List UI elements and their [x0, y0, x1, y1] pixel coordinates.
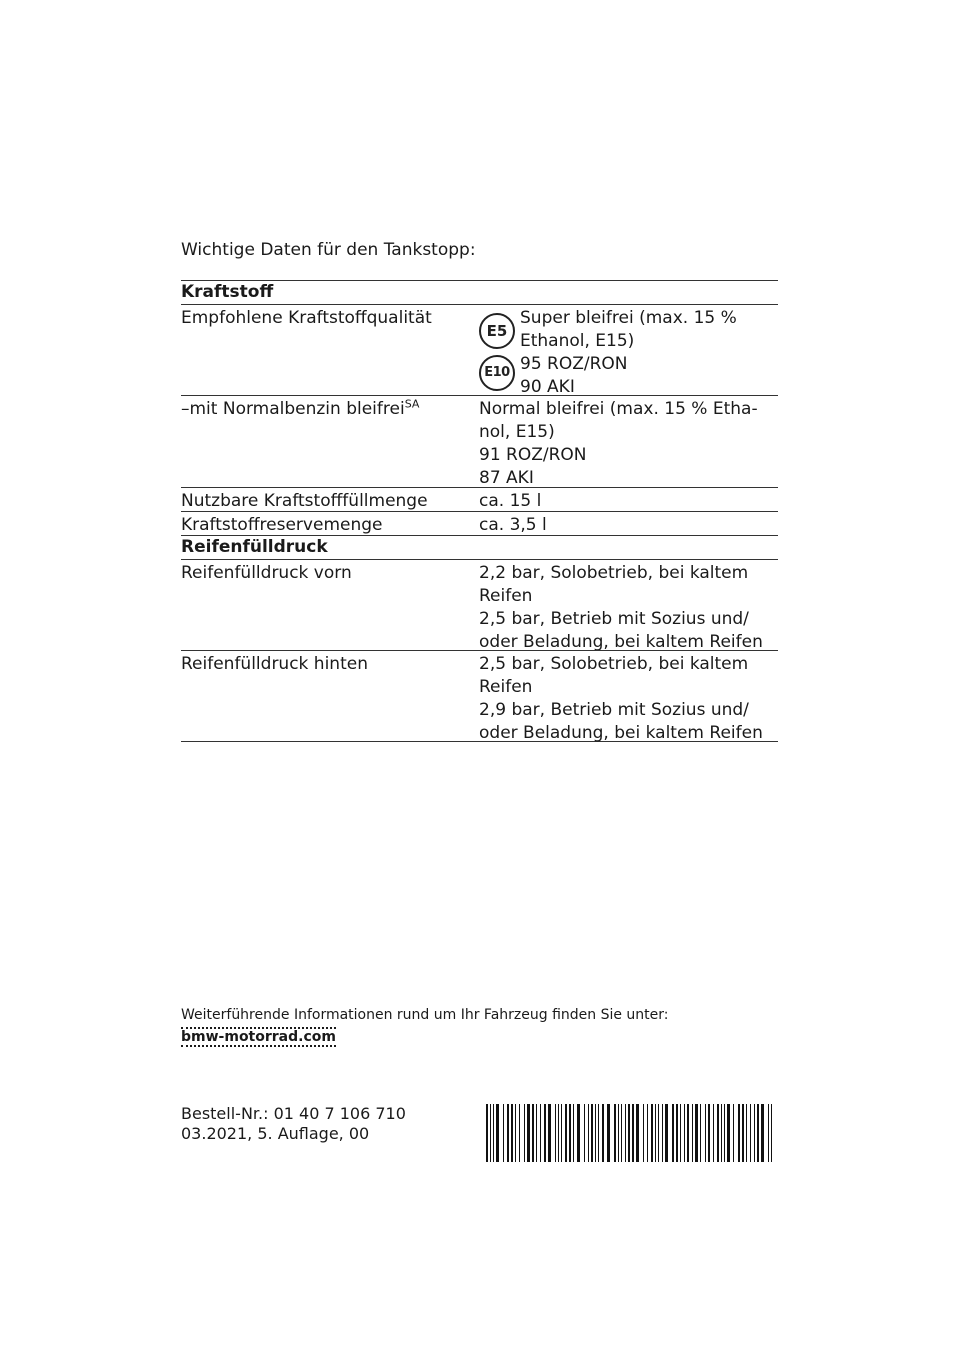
- row-value: [479, 398, 774, 490]
- order-info: [181, 1104, 406, 1144]
- barcode-bar: [625, 1104, 626, 1162]
- value-line: 2,5 bar, Betrieb mit Sozius und/: [479, 609, 749, 629]
- row-label: Reifenfülldruck hinten: [181, 654, 368, 674]
- section-header-fuel: [181, 280, 778, 304]
- barcode-bar: [536, 1104, 537, 1162]
- table-row-reserve: [181, 511, 778, 535]
- barcode-bar: [676, 1104, 678, 1162]
- barcode-bar: [721, 1104, 722, 1162]
- barcode-bar: [700, 1104, 701, 1162]
- barcode-bar: [555, 1104, 556, 1162]
- barcode-bar: [724, 1104, 725, 1162]
- barcode-bar: [713, 1104, 714, 1162]
- barcode-bar: [618, 1104, 619, 1162]
- barcode-bar: [614, 1104, 616, 1162]
- barcode-bar: [750, 1104, 751, 1162]
- barcode-bar: [490, 1104, 491, 1162]
- barcode-bar: [662, 1104, 663, 1162]
- table-row-recommended-fuel: [181, 304, 778, 395]
- barcode-bar: [524, 1104, 525, 1162]
- barcode-bar: [717, 1104, 719, 1162]
- value-line: oder Beladung, bei kaltem Reifen: [479, 632, 763, 652]
- barcode-bar: [761, 1104, 764, 1162]
- value-line: Super bleifrei (max. 15 %: [520, 308, 737, 328]
- barcode-bar: [577, 1104, 580, 1162]
- barcode-bar: [519, 1104, 520, 1162]
- barcode-bar: [636, 1104, 639, 1162]
- row-label: Empfohlene Kraftstoffqualität: [181, 308, 432, 328]
- barcode-bar: [771, 1104, 772, 1162]
- barcode-bar: [602, 1104, 604, 1162]
- row-label: [181, 398, 419, 420]
- barcode-bar: [532, 1104, 534, 1162]
- section-header-tire: [181, 535, 778, 559]
- barcode-icon: [484, 1104, 778, 1162]
- barcode-bar: [493, 1104, 494, 1162]
- table-row-normal-fuel: [181, 395, 778, 487]
- website-link[interactable]: bmw-motorrad.com: [181, 1029, 336, 1045]
- barcode-bar: [595, 1104, 596, 1162]
- barcode-bar: [651, 1104, 653, 1162]
- barcode-bar: [692, 1104, 693, 1162]
- row-label: Reifenfülldruck vorn: [181, 563, 352, 583]
- e10-fuel-icon: E10: [479, 355, 515, 391]
- value-line: Reifen: [479, 586, 533, 606]
- barcode-bar: [727, 1104, 730, 1162]
- value-line: Ethanol, E15): [520, 331, 635, 351]
- row-value: [520, 307, 778, 399]
- barcode-bar: [768, 1104, 769, 1162]
- value-line: 2,9 bar, Betrieb mit Sozius und/: [479, 700, 749, 720]
- barcode-bar: [757, 1104, 759, 1162]
- order-number: Bestell-Nr.: 01 40 7 106 710: [181, 1104, 406, 1123]
- section-title: Kraftstoff: [181, 282, 274, 302]
- info-text: Weiterführende Informationen rund um Ihr Fahrzeug finden Sie unter:: [181, 1007, 669, 1023]
- barcode-bar: [708, 1104, 710, 1162]
- barcode-bar: [584, 1104, 585, 1162]
- barcode-bar: [621, 1104, 622, 1162]
- barcode-bar: [628, 1104, 630, 1162]
- barcode-bar: [687, 1104, 689, 1162]
- value-line: Reifen: [479, 677, 533, 697]
- barcode-bar: [665, 1104, 668, 1162]
- barcode-bar: [643, 1104, 644, 1162]
- barcode-bar: [515, 1104, 516, 1162]
- value-line: oder Beladung, bei kaltem Reifen: [479, 723, 763, 743]
- table-row-tire-rear: [181, 650, 778, 742]
- barcode-bar: [632, 1104, 634, 1162]
- page-title: Wichtige Daten für den Tankstopp:: [181, 240, 476, 260]
- value-line: 87 AKI: [479, 468, 534, 488]
- barcode-bar: [540, 1104, 541, 1162]
- barcode-bar: [733, 1104, 734, 1162]
- row-label: Nutzbare Kraftstofffüllmenge: [181, 491, 428, 511]
- barcode-bar: [742, 1104, 744, 1162]
- row-value: ca. 3,5 l: [479, 515, 547, 535]
- row-value: ca. 15 l: [479, 491, 542, 511]
- section-title: Reifenfülldruck: [181, 537, 328, 557]
- barcode-bar: [544, 1104, 546, 1162]
- value-line: 2,2 bar, Solobetrieb, bei kaltem: [479, 563, 749, 583]
- row-label: Kraftstoffreservemenge: [181, 515, 383, 535]
- table-row-tire-front: [181, 559, 778, 650]
- barcode-bar: [658, 1104, 659, 1162]
- barcode-bar: [548, 1104, 551, 1162]
- edition-info: 03.2021, 5. Auflage, 00: [181, 1124, 370, 1143]
- barcode-bar: [655, 1104, 656, 1162]
- barcode-bar: [672, 1104, 674, 1162]
- barcode-bar: [647, 1104, 648, 1162]
- barcode-bar: [527, 1104, 530, 1162]
- row-label-text: –mit Normalbenzin bleifrei: [181, 399, 405, 419]
- barcode-bar: [738, 1104, 740, 1162]
- data-table: [181, 280, 778, 742]
- barcode-bar: [569, 1104, 571, 1162]
- value-line: 91 ROZ/RON: [479, 445, 587, 465]
- barcode-bar: [598, 1104, 599, 1162]
- barcode-bar: [695, 1104, 698, 1162]
- value-line: Normal bleifrei (max. 15 % Etha-: [479, 399, 758, 419]
- barcode-bar: [558, 1104, 559, 1162]
- barcode-bar: [588, 1104, 589, 1162]
- option-marker: SA: [404, 397, 420, 411]
- row-value: [479, 653, 774, 745]
- barcode-bar: [684, 1104, 685, 1162]
- barcode-bar: [573, 1104, 574, 1162]
- barcode-bar: [754, 1104, 755, 1162]
- barcode-bar: [511, 1104, 513, 1162]
- value-line: 90 AKI: [520, 377, 575, 397]
- barcode-bar: [503, 1104, 504, 1162]
- barcode-bar: [591, 1104, 593, 1162]
- barcode-bar: [565, 1104, 567, 1162]
- value-line: 95 ROZ/RON: [520, 354, 628, 374]
- e5-fuel-icon: E5: [479, 313, 515, 349]
- table-row-capacity: [181, 487, 778, 511]
- value-line: nol, E15): [479, 422, 555, 442]
- barcode-bar: [746, 1104, 747, 1162]
- barcode-bar: [607, 1104, 610, 1162]
- barcode-bar: [561, 1104, 562, 1162]
- barcode-bar: [496, 1104, 499, 1162]
- barcode-bar: [507, 1104, 509, 1162]
- value-line: 2,5 bar, Solobetrieb, bei kaltem: [479, 654, 749, 674]
- barcode-bar: [680, 1104, 681, 1162]
- row-value: [479, 562, 774, 654]
- barcode-bar: [486, 1104, 488, 1162]
- barcode-bar: [705, 1104, 706, 1162]
